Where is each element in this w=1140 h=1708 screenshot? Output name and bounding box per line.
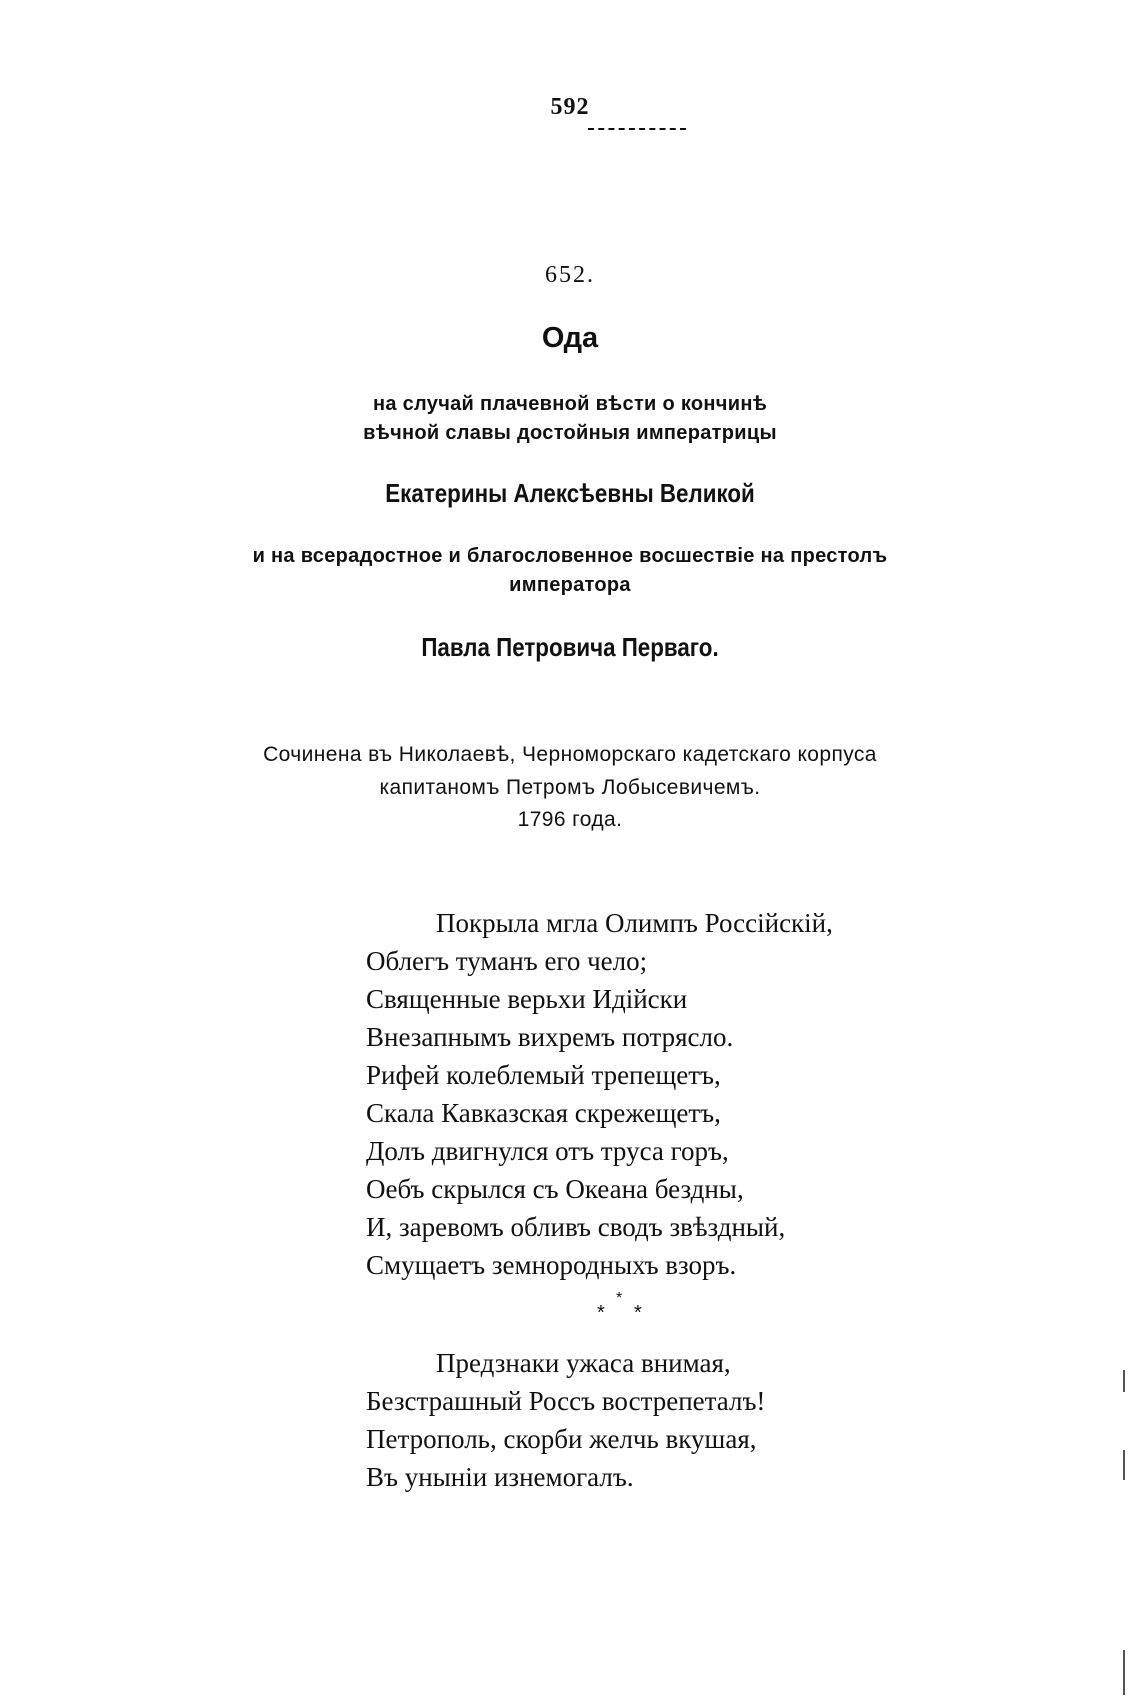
asterism <box>594 1290 654 1328</box>
scan-edge-mark <box>1123 1370 1125 1392</box>
composition-line-1: Сочинена въ Николаевѣ, Черноморскаго кадетскаго корпуса <box>263 743 877 766</box>
empress-name: Екатерины Алексѣевны Великой <box>385 478 755 508</box>
verse-line: Долъ двигнулся отъ труса горъ, <box>366 1136 729 1166</box>
asterism-star-left: * <box>597 1302 605 1324</box>
emperor-name: Павла Петровича Перваго. <box>421 632 719 662</box>
verse-line: Оебъ скрылся съ Океана бездны, <box>366 1174 744 1204</box>
verse-line: Безстрашный Россъ вострепеталъ! <box>366 1386 766 1416</box>
ode-title: Ода <box>541 322 599 354</box>
composition-line-3: 1796 года. <box>517 808 623 831</box>
verse-line: И, заревомъ обливъ сводъ звѣздный, <box>366 1212 786 1242</box>
verse-line: Скала Кавказская скрежещетъ, <box>366 1098 721 1128</box>
verse-line: Облегъ туманъ его чело; <box>366 946 648 976</box>
verse-line: Внезапнымъ вихремъ потрясло. <box>366 1022 734 1052</box>
verse-line: Покрыла мгла Олимпъ Россійскій, <box>436 908 833 938</box>
scan-edge-mark <box>1123 1650 1125 1695</box>
composition-line-2: капитаномъ Петромъ Лобысевичемъ. <box>379 776 761 799</box>
verse-line: Смущаетъ земнородныхъ взоръ. <box>366 1250 737 1280</box>
verse-line: Священные верьхи Идійски <box>366 984 688 1014</box>
accession-line-2: императора <box>509 574 631 596</box>
page-number-rule <box>588 128 686 130</box>
page-number: 592 <box>550 94 590 120</box>
subtitle-line-1: на случай плачевной вѣсти о кончинѣ <box>372 393 768 415</box>
accession-line-1: и на всерадостное и благословенное восшествіе на престолъ <box>252 545 888 567</box>
entry-number: 652. <box>545 262 595 288</box>
verse-line: Предзнаки ужаса внимая, <box>436 1348 731 1378</box>
asterism-star-right: * <box>634 1302 642 1324</box>
verse-line: Въ уныніи изнемогалъ. <box>366 1462 634 1492</box>
asterism-star-top: * <box>616 1290 623 1307</box>
scan-edge-mark <box>1123 1450 1125 1480</box>
verse-line: Петрополь, скорби желчь вкушая, <box>366 1424 757 1454</box>
verse-line: Рифей колеблемый трепещетъ, <box>366 1060 721 1090</box>
subtitle-line-2: вѣчной славы достойныя императрицы <box>363 422 777 444</box>
